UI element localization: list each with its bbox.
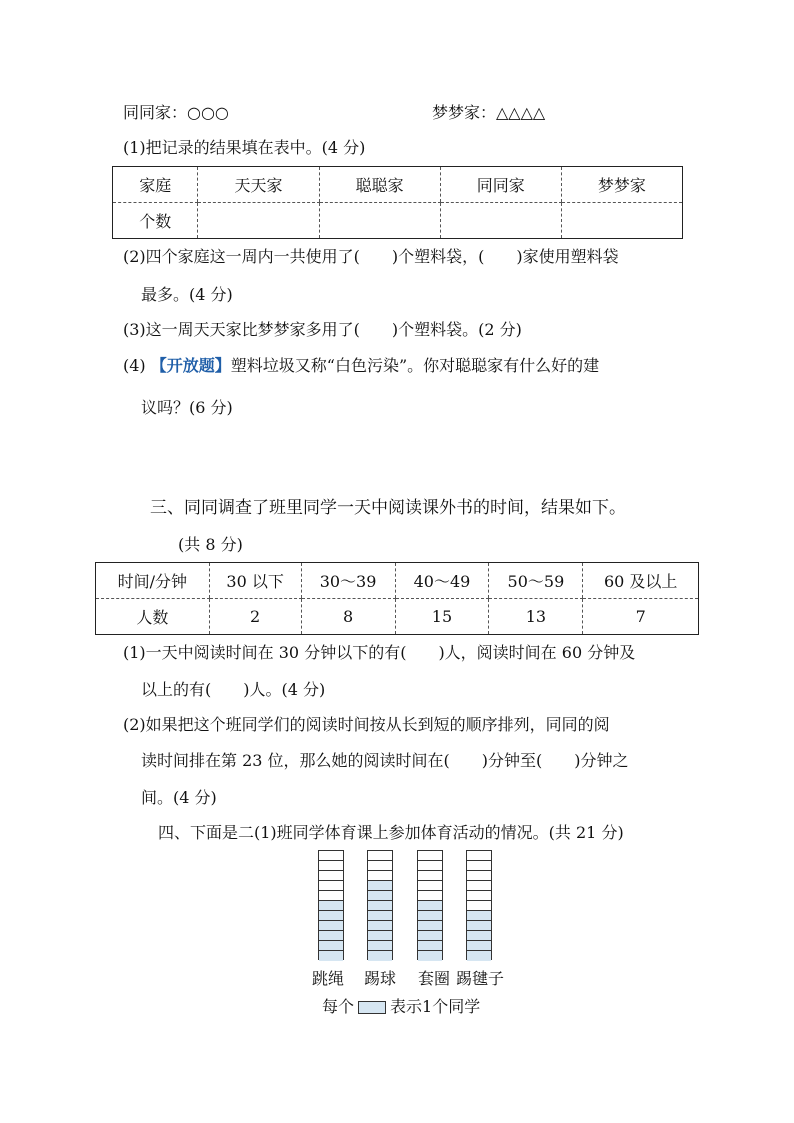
section3-score: (共 8 分) [178,535,243,554]
q2-part2-line1: (2)四个家庭这一周内一共使用了( )个塑料袋，( )家使用塑料袋 [123,247,619,266]
reading-time-table [95,562,699,635]
bar-cell [418,911,442,921]
bar-cell [418,861,442,871]
bar-cell [319,851,343,861]
table-header-cell: 30～39 [301,563,395,599]
table-header-cell: 聪聪家 [319,167,440,203]
bar-cell [467,861,491,871]
bar-4 [466,850,492,960]
bar-cell [418,901,442,911]
bar-cell [319,901,343,911]
table-row-label: 人数 [136,608,169,627]
answer-cell[interactable] [198,203,319,239]
legend-swatch [358,1001,386,1014]
bar-cell [319,881,343,891]
table-row-label: 个数 [139,212,172,231]
table-header-cell: 梦梦家 [561,167,682,203]
q2-part4-line1 [123,353,599,376]
bar-cell [319,891,343,901]
bar-cell [418,891,442,901]
bar-cell [418,871,442,881]
bar-cell [467,851,491,861]
q2-part4-number: (4) [123,356,146,375]
category-label-4: 踢毽子 [456,969,505,988]
mengmeng-record: 梦梦家：△△△△ [432,103,546,122]
category-label-2: 踢球 [364,969,397,988]
bar-cell [368,891,392,901]
q2-part4-line2: 议吗？(6 分) [141,398,233,417]
bar-cell [368,911,392,921]
bar-cell [467,881,491,891]
table-header-cell: 天天家 [198,167,319,203]
open-question-tag: 【开放题】 [150,356,231,375]
section4-title: 四、下面是二(1)班同学体育课上参加体育活动的情况。(共 21 分) [158,823,624,842]
bar-cell [418,941,442,951]
bar-cell [368,861,392,871]
bar-cell [418,851,442,861]
bar-cell [418,931,442,941]
s3-part2-line2: 读时间排在第 23 位，那么她的阅读时间在( )分钟至( )分钟之 [141,751,629,770]
table-header-cell: 40～49 [395,563,489,599]
q2-part1: (1)把记录的结果填在表中。(4 分) [123,138,366,157]
bar-cell [418,951,442,961]
bar-cell [368,921,392,931]
bar-3 [417,850,443,960]
section3-title: 三、同同调查了班里同学一天中阅读课外书的时间，结果如下。 [150,498,626,518]
answer-cell[interactable] [319,203,440,239]
bar-cell [319,861,343,871]
bar-cell [319,941,343,951]
bar-cell [368,851,392,861]
chart-legend [322,994,480,1017]
table-cell: 8 [301,599,395,635]
q2-part4-text: 塑料垃圾又称“白色污染”。你对聪聪家有什么好的建 [230,356,600,375]
bar-cell [467,931,491,941]
bar-cell [467,871,491,881]
bar-cell [467,951,491,961]
table-cell: 13 [489,599,583,635]
s3-part1-line2: 以上的有( )人。(4 分) [141,680,326,699]
answer-cell[interactable] [440,203,561,239]
bar-1 [318,850,344,960]
answer-cell[interactable] [561,203,682,239]
table-header-cell: 同同家 [440,167,561,203]
table-cell: 7 [583,599,699,635]
bar-cell [467,911,491,921]
tongtong-record: 同同家：○○○ [123,103,229,122]
bar-cell [368,871,392,881]
table-header-cell: 30 以下 [209,563,301,599]
bar-cell [319,951,343,961]
bar-cell [467,921,491,931]
table-header-cell: 家庭 [113,167,198,203]
household-table [112,166,683,239]
bar-cell [319,931,343,941]
bar-cell [467,901,491,911]
category-label-3: 套圈 [418,969,451,988]
table-header-cell: 60 及以上 [583,563,699,599]
bar-cell [368,881,392,891]
q2-part2-line2: 最多。(4 分) [141,285,233,304]
bar-cell [319,871,343,881]
bar-cell [368,901,392,911]
bar-cell [368,931,392,941]
table-cell: 2 [209,599,301,635]
bar-2 [367,850,393,960]
bar-cell [368,941,392,951]
bar-cell [467,891,491,901]
category-label-1: 跳绳 [312,969,345,988]
bar-cell [418,881,442,891]
legend-prefix: 每个 [322,997,355,1016]
table-cell: 15 [395,599,489,635]
s3-part2-line3: 间。(4 分) [141,788,217,807]
q2-part3: (3)这一周天天家比梦梦家多用了( )个塑料袋。(2 分) [123,320,522,339]
bar-cell [418,921,442,931]
legend-suffix: 表示1个同学 [390,997,481,1016]
bar-cell [467,941,491,951]
s3-part2-line1: (2)如果把这个班同学们的阅读时间按从长到短的顺序排列，同同的阅 [123,715,610,734]
table-header-cell: 时间/分钟 [96,563,210,599]
bar-cell [319,921,343,931]
bar-cell [368,951,392,961]
s3-part1-line1: (1)一天中阅读时间在 30 分钟以下的有( )人，阅读时间在 60 分钟及 [123,643,636,662]
bar-cell [319,911,343,921]
table-header-cell: 50～59 [489,563,583,599]
